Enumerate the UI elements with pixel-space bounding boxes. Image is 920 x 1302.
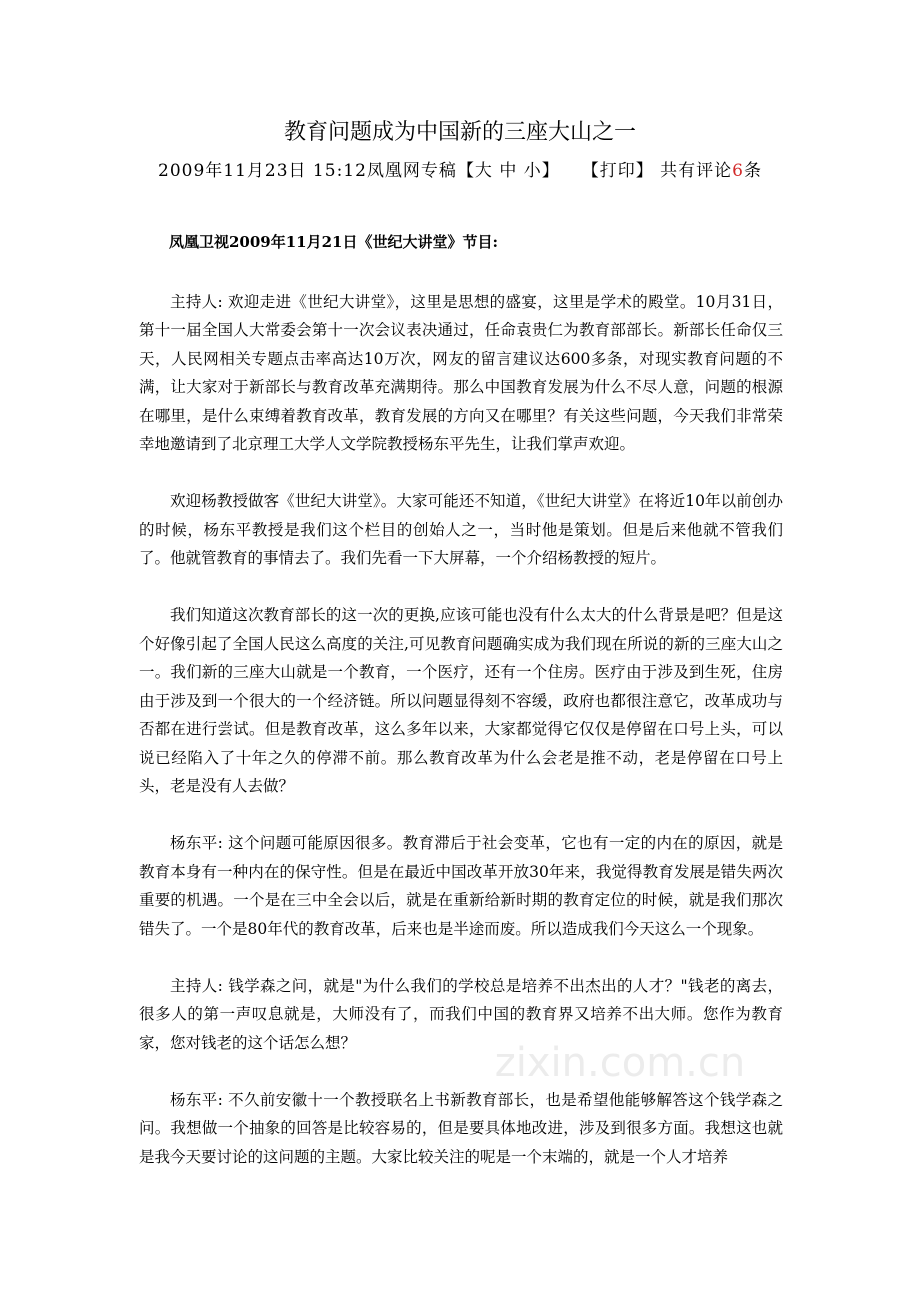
source-label: 凤凰网专稿 [366, 161, 457, 181]
comments-prefix: 共有评论 [660, 161, 733, 181]
article-title: 教育问题成为中国新的三座大山之一 [283, 120, 636, 145]
article-meta [130, 158, 790, 184]
paragraph: 主持人: 欢迎走进《世纪大讲堂》，这里是思想的盛宴，这里是学术的殿堂。10月31日，第十一届全国人大常委会第十一次会议表决通过，任命袁贵仁为教育部部长。新部长任命仅三天，人民网相关专题点击率高达10万次，网友的留言建议达600多条，对现实教育问题的不满，让大家对于新部长与教育改革充满期待。那么中国教育发展为什么不尽人意，问题的根源在哪里，是什么束缚着教育改革，教育发展的方向又在哪里？有关这些问题，今天我们非常荣幸地邀请到了北京理工大学人文学院教授杨东平先生，让我们掌声欢迎。 [139, 292, 783, 453]
paragraph: 欢迎杨教授做客《世纪大讲堂》。大家可能还不知道，《世纪大讲堂》在将近10年以前创办的时候，杨东平教授是我们这个栏目的创始人之一，当时他是策划。但是后来他就不管我们了。他就管教育的事情去了。我们先看一下大屏幕，一个介绍杨教授的短片。 [139, 492, 783, 567]
article-body [139, 228, 783, 1200]
paragraph: 杨东平: 不久前安徽十一个教授联名上书新教育部长，也是希望他能够解答这个钱学森之问。我想做一个抽象的回答是比较容易的，但是要具体地改进，涉及到很多方面。我想这也就是我今天要讨论的这问题的主题。大家比较关注的呢是一个末端的，就是一个人才培养 [139, 1090, 783, 1166]
print-link[interactable]: 【打印】 [581, 161, 654, 181]
watermark: zixin.com.cn [494, 1040, 746, 1086]
font-size-control[interactable]: 【大 中 小】 [456, 161, 560, 181]
comments-suffix: 条 [743, 161, 762, 181]
paragraph: 主持人: 钱学森之问，就是"为什么我们的学校总是培养不出杰出的人才？"钱老的离去，很多人的第一声叹息就是，大师没有了，而我们中国的教育界又培养不出大师。您作为教育家，您对钱老的这个话怎么想？ [139, 976, 783, 1052]
publish-date: 2009年11月23日 15:12 [158, 161, 367, 181]
comments-count[interactable]: 6 [732, 161, 744, 181]
paragraph: 我们知道这次教育部长的这一次的更换,应该可能也没有什么太大的什么背景是吧？但是这个好像引起了全国人民这么高度的关注,可见教育问题确实成为我们现在所说的新的三座大山之一。我们新的三座大山就是一个教育，一个医疗，还有一个住房。医疗由于涉及到生死，住房由于涉及到一个很大的一个经济链。所以问题显得刻不容缓，政府也都很注意它，改革成功与否都在进行尝试。但是教育改革，这么多年以来，大家都觉得它仅仅是停留在口号上头，可以说已经陷入了十年之久的停滞不前。那么教育改革为什么会老是推不动，老是停留在口号上头，老是没有人去做？ [139, 606, 783, 795]
program-intro: 凤凰卫视2009年11月21日《世纪大讲堂》节目: [169, 233, 499, 251]
paragraph: 杨东平: 这个问题可能原因很多。教育滞后于社会变革，它也有一定的内在的原因，就是教育本身有一种内在的保守性。但是在最近中国改革开放30年来，我觉得教育发展是错失两次重要的机遇。一个是在三中全会以后，就是在重新给新时期的教育定位的时候，就是我们那次错失了。一个是80年代的教育改革，后来也是半途而废。所以造成我们今天这么一个现象。 [139, 834, 783, 938]
